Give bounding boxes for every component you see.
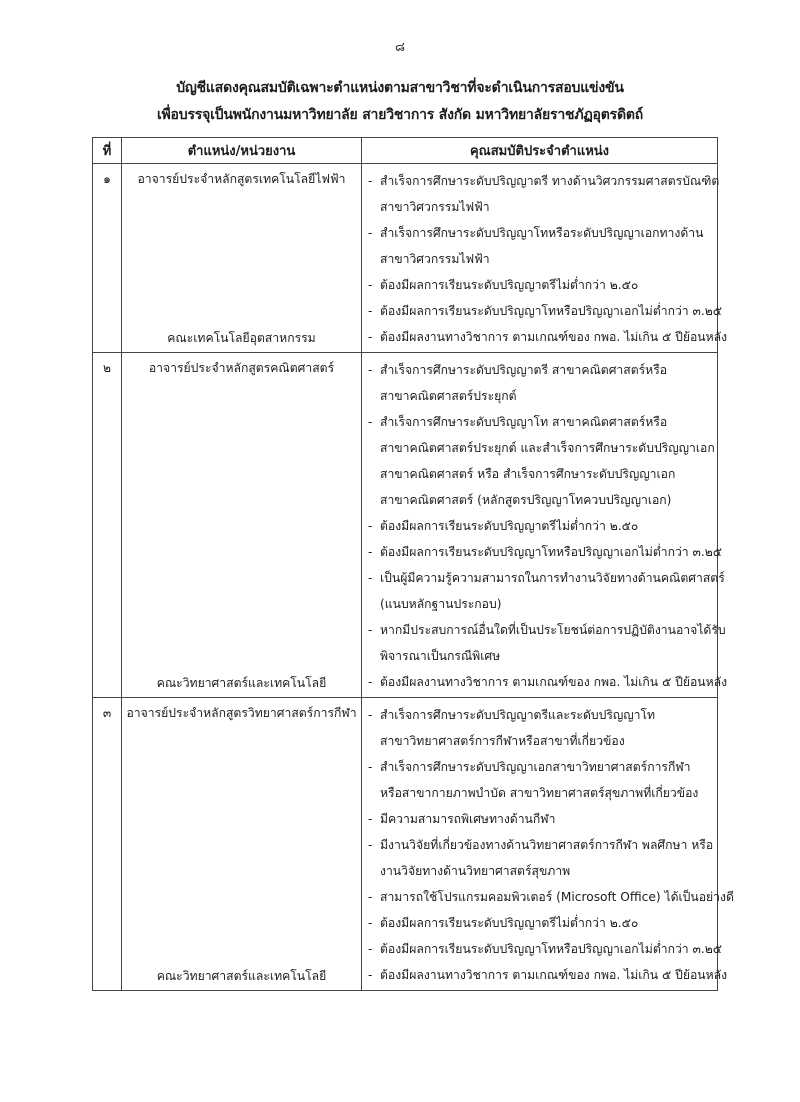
qualification-item	[368, 936, 722, 962]
bullet-dash: -	[368, 708, 373, 722]
qualification-text: สำเร็จการศึกษาระดับปริญญาโทหรือระดับปริญญาเอกทางด้าน	[380, 226, 704, 240]
document-title-line-2: เพื่อบรรจุเป็นพนักงานมหาวิทยาลัย สายวิชาการ สังกัด มหาวิทยาลัยราชภัฏอุตรดิตถ์	[156, 107, 644, 123]
bullet-dash: -	[368, 675, 373, 689]
qualification-text: ต้องมีผลการเรียนระดับปริญญาโทหรือปริญญาเอกไม่ต่ำกว่า ๓.๒๕	[380, 545, 722, 559]
bullet-dash: -	[368, 812, 373, 826]
qualification-continuation: งานวิจัยทางด้านวิทยาศาสตร์สุขภาพ	[380, 864, 571, 878]
qualification-continuation: พิจารณาเป็นกรณีพิเศษ	[380, 649, 501, 663]
bullet-dash: -	[368, 330, 373, 344]
header-position: ตำแหน่ง/หน่วยงาน	[122, 138, 362, 164]
qualification-text: ต้องมีผลการเรียนระดับปริญญาตรีไม่ต่ำกว่า ๒.๕๐	[380, 916, 639, 930]
qualification-item	[368, 220, 715, 246]
qualification-item	[368, 669, 728, 695]
position-cell	[122, 353, 362, 698]
qualification-item	[368, 357, 715, 383]
qualification-text: สำเร็จการศึกษาระดับปริญญาตรีและระดับปริญญาโท	[380, 708, 656, 722]
qualification-text: มีความสามารถพิเศษทางด้านกีฬา	[380, 812, 556, 826]
qualifications-cell	[362, 353, 728, 698]
table-row	[93, 698, 718, 991]
qualification-text: เป็นผู้มีความรู้ความสามารถในการทำงานวิจัยทางด้านคณิตศาสตร์	[380, 571, 725, 585]
qualifications-cell	[362, 164, 728, 353]
bullet-dash: -	[368, 760, 373, 774]
qualification-item	[368, 298, 722, 324]
bullet-dash: -	[368, 623, 373, 637]
bullet-dash: -	[368, 838, 373, 852]
position-title: อาจารย์ประจำหลักสูตรวิทยาศาสตร์การกีฬา	[126, 706, 357, 720]
qualification-continuation: สาขาคณิตศาสตร์ประยุกต์ และสำเร็จการศึกษาระดับปริญญาเอก	[380, 441, 715, 455]
qualification-item	[368, 565, 725, 591]
qualification-item	[368, 272, 715, 298]
qualification-continuation: สาขาวิศวกรรมไฟฟ้า	[380, 200, 490, 214]
qualification-item	[368, 962, 728, 988]
position-cell	[122, 164, 362, 353]
qualification-item	[368, 513, 715, 539]
qualification-text: ต้องมีผลการเรียนระดับปริญญาตรีไม่ต่ำกว่า ๒.๕๐	[380, 278, 639, 292]
bullet-dash: -	[368, 226, 373, 240]
qualification-item	[368, 168, 720, 194]
table-row	[93, 164, 718, 353]
qualification-continuation: หรือสาขากายภาพบำบัด สาขาวิทยาศาสตร์สุขภาพที่เกี่ยวข้อง	[380, 786, 699, 800]
bullet-dash: -	[368, 968, 373, 982]
qualification-item	[368, 754, 715, 780]
bullet-dash: -	[368, 278, 373, 292]
qualification-text: สำเร็จการศึกษาระดับปริญญาโท สาขาคณิตศาสตร์หรือ	[380, 415, 668, 429]
qualification-continuation: (แนบหลักฐานประกอบ)	[380, 597, 502, 611]
qualification-text: ต้องมีผลงานทางวิชาการ ตามเกณฑ์ของ กพอ. ไม่เกิน ๕ ปีย้อนหลัง	[380, 330, 728, 344]
qualification-text: มีงานวิจัยที่เกี่ยวข้องทางด้านวิทยาศาสตร์การกีฬา พลศึกษา หรือ	[380, 838, 714, 852]
bullet-dash: -	[368, 942, 373, 956]
qualification-text: สำเร็จการศึกษาระดับปริญญาตรี สาขาคณิตศาสตร์หรือ	[380, 363, 668, 377]
qualifications-cell	[362, 698, 734, 991]
qualification-item	[368, 806, 715, 832]
row-number: ๓	[93, 698, 122, 991]
bullet-dash: -	[368, 571, 373, 585]
qualification-item	[368, 702, 715, 728]
qualifications-table	[92, 137, 734, 991]
qualification-item	[368, 409, 715, 435]
page-number: ๘	[394, 40, 406, 55]
qualification-item	[368, 832, 715, 858]
bullet-dash: -	[368, 174, 373, 188]
qualification-continuation: สาขาคณิตศาสตร์ประยุกต์	[380, 389, 517, 403]
qualification-item	[368, 617, 726, 643]
qualification-item	[368, 539, 722, 565]
faculty-unit: คณะวิทยาศาสตร์และเทคโนโลยี	[156, 676, 327, 690]
table-header-row	[93, 138, 718, 164]
document-title-line-1: บัญชีแสดงคุณสมบัติเฉพาะตำแหน่งตามสาขาวิชาที่จะดำเนินการสอบแข่งขัน	[176, 80, 624, 96]
qualification-text: สามารถใช้โปรแกรมคอมพิวเตอร์ (Microsoft Office) ได้เป็นอย่างดี	[380, 890, 734, 904]
bullet-dash: -	[368, 304, 373, 318]
row-number: ๒	[93, 353, 122, 698]
faculty-unit: คณะเทคโนโลยีอุตสาหกรรม	[167, 331, 316, 345]
qualification-text: ต้องมีผลการเรียนระดับปริญญาโทหรือปริญญาเอกไม่ต่ำกว่า ๓.๒๕	[380, 942, 722, 956]
qualification-item	[368, 324, 728, 350]
position-title: อาจารย์ประจำหลักสูตรคณิตศาสตร์	[148, 361, 335, 375]
qualification-continuation: สาขาคณิตศาสตร์ หรือ สำเร็จการศึกษาระดับปริญญาเอก	[380, 467, 676, 481]
table-row	[93, 353, 718, 698]
row-number: ๑	[93, 164, 122, 353]
qualification-item	[368, 910, 715, 936]
bullet-dash: -	[368, 545, 373, 559]
header-no: ที่	[93, 138, 122, 164]
bullet-dash: -	[368, 519, 373, 533]
bullet-dash: -	[368, 890, 373, 904]
header-qualifications: คุณสมบัติประจำตำแหน่ง	[362, 138, 718, 164]
qualification-text: ต้องมีผลการเรียนระดับปริญญาโทหรือปริญญาเอกไม่ต่ำกว่า ๓.๒๕	[380, 304, 722, 318]
qualification-text: สำเร็จการศึกษาระดับปริญญาเอกสาขาวิทยาศาสตร์การกีฬา	[380, 760, 691, 774]
qualification-continuation: สาขาวิศวกรรมไฟฟ้า	[380, 252, 490, 266]
qualification-continuation: สาขาวิทยาศาสตร์การกีฬาหรือสาขาที่เกี่ยวข้อง	[380, 734, 625, 748]
qualification-text: ต้องมีผลงานทางวิชาการ ตามเกณฑ์ของ กพอ. ไม่เกิน ๕ ปีย้อนหลัง	[380, 675, 728, 689]
faculty-unit: คณะวิทยาศาสตร์และเทคโนโลยี	[156, 969, 327, 983]
qualification-text: ต้องมีผลงานทางวิชาการ ตามเกณฑ์ของ กพอ. ไม่เกิน ๕ ปีย้อนหลัง	[380, 968, 728, 982]
position-title: อาจารย์ประจำหลักสูตรเทคโนโลยีไฟฟ้า	[137, 172, 346, 186]
qualification-continuation: สาขาคณิตศาสตร์ (หลักสูตรปริญญาโทควบปริญญาเอก)	[380, 493, 672, 507]
position-cell	[122, 698, 362, 991]
bullet-dash: -	[368, 415, 373, 429]
bullet-dash: -	[368, 363, 373, 377]
qualification-text: สำเร็จการศึกษาระดับปริญญาตรี ทางด้านวิศวกรรมศาสตรบัณฑิต	[380, 174, 720, 188]
qualification-text: หากมีประสบการณ์อื่นใดที่เป็นประโยชน์ต่อการปฏิบัติงานอาจได้รับ	[380, 623, 726, 637]
qualification-text: ต้องมีผลการเรียนระดับปริญญาตรีไม่ต่ำกว่า ๒.๕๐	[380, 519, 639, 533]
bullet-dash: -	[368, 916, 373, 930]
qualification-item	[368, 884, 734, 910]
